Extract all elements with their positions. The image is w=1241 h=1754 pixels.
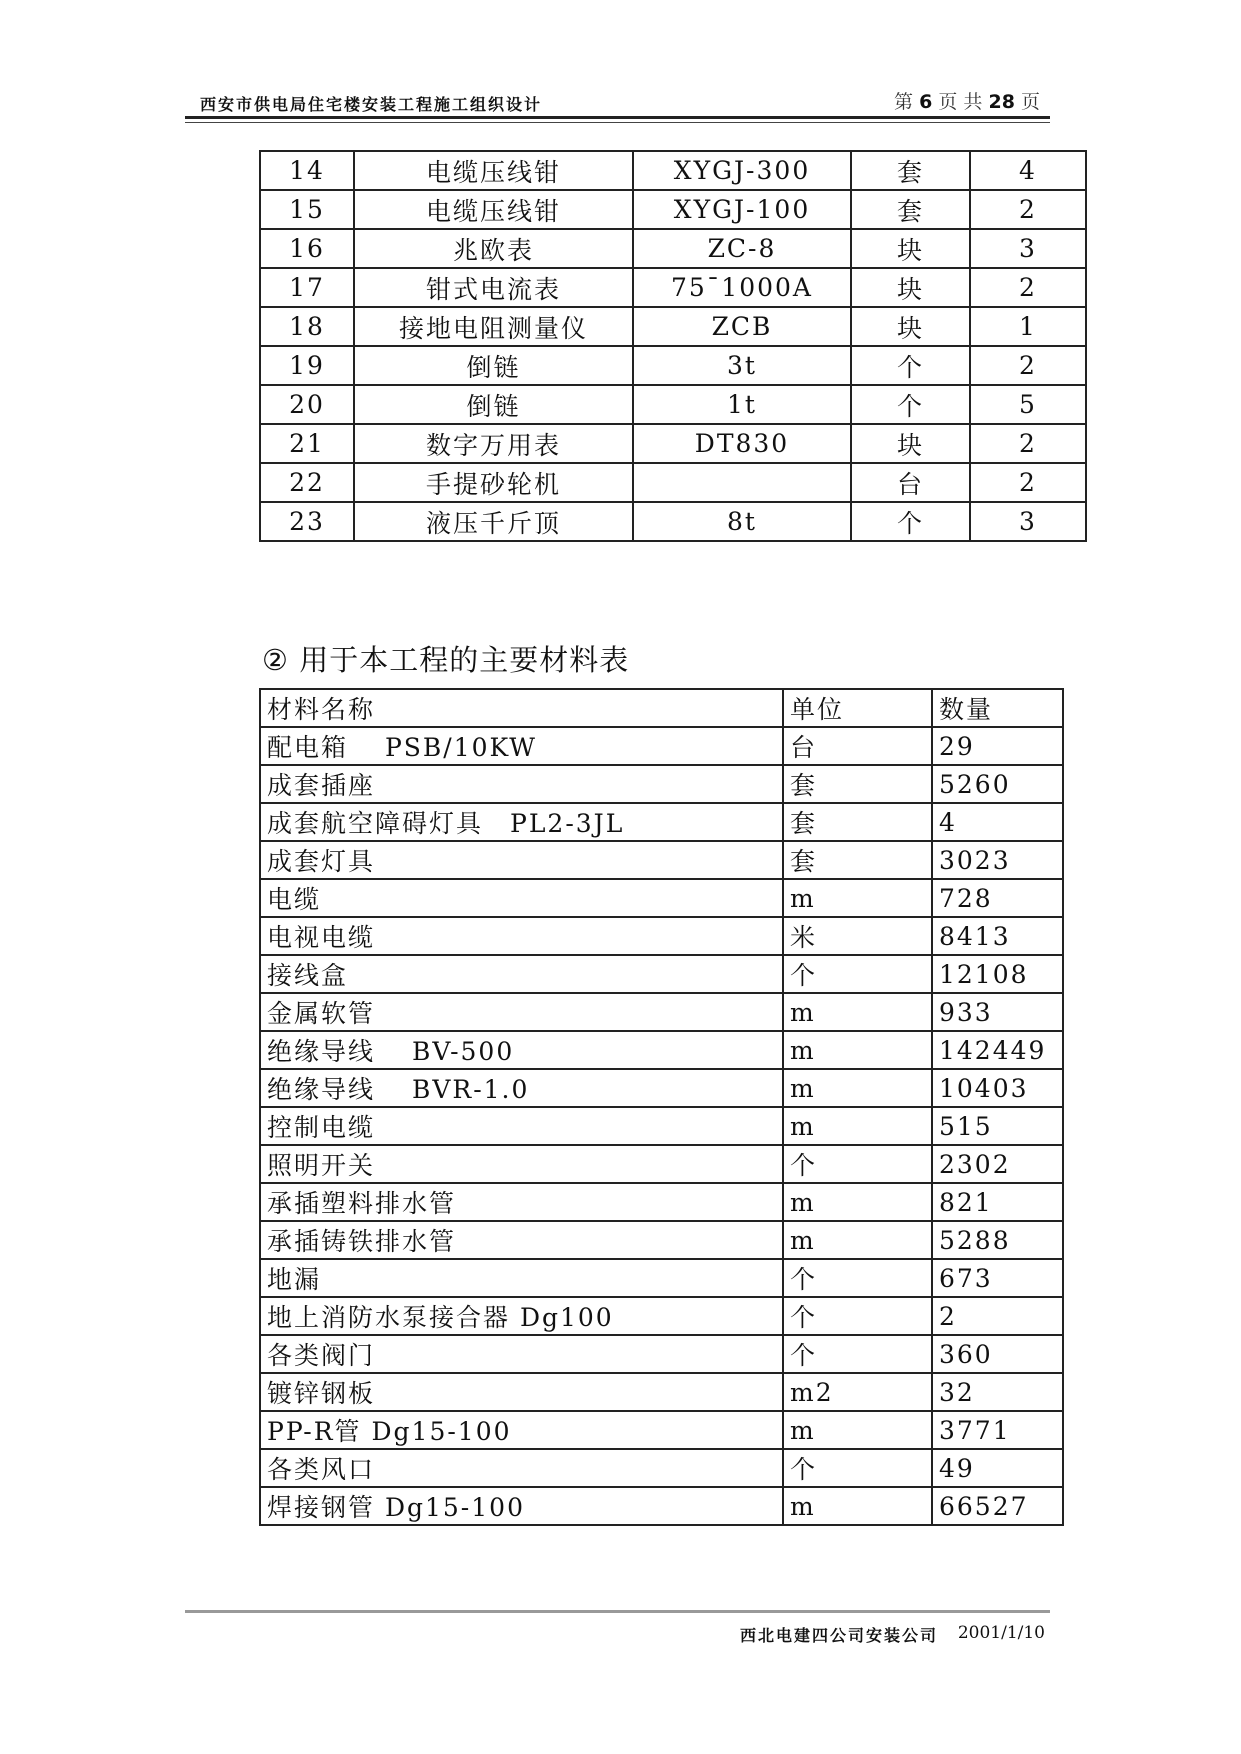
document-title: 西安市供电局住宅楼安装工程施工组织设计 bbox=[200, 95, 543, 114]
table-cell: 成套航空障碍灯具 PL2-3JL bbox=[260, 803, 783, 841]
table-cell: 2 bbox=[970, 346, 1086, 385]
table-cell: 倒链 bbox=[354, 385, 633, 424]
table-cell: 1 bbox=[970, 307, 1086, 346]
table-cell: XYGJ-300 bbox=[633, 151, 851, 190]
table-row bbox=[260, 1069, 1063, 1107]
table-cell: 15 bbox=[260, 190, 354, 229]
table-cell: 绝缘导线 BVR-1.0 bbox=[260, 1069, 783, 1107]
table-row bbox=[260, 1183, 1063, 1221]
table-cell: 10403 bbox=[932, 1069, 1063, 1107]
table-cell: 2302 bbox=[932, 1145, 1063, 1183]
table-cell: 接地电阻测量仪 bbox=[354, 307, 633, 346]
table-cell: 66527 bbox=[932, 1487, 1063, 1525]
table-cell: 个 bbox=[783, 1145, 932, 1183]
table-cell: PP-R管 Dg15-100 bbox=[260, 1411, 783, 1449]
table-header-row bbox=[260, 689, 1063, 727]
table-cell: 各类风口 bbox=[260, 1449, 783, 1487]
table-cell: 钳式电流表 bbox=[354, 268, 633, 307]
table-cell: 5 bbox=[970, 385, 1086, 424]
table-cell: 电缆压线钳 bbox=[354, 151, 633, 190]
table-row bbox=[260, 1373, 1063, 1411]
table-cell: 个 bbox=[851, 385, 970, 424]
table-cell: m bbox=[783, 1031, 932, 1069]
table-row bbox=[260, 424, 1086, 463]
table-cell: 个 bbox=[783, 1259, 932, 1297]
table-row bbox=[260, 727, 1063, 765]
table-cell: 1t bbox=[633, 385, 851, 424]
table-cell: 3023 bbox=[932, 841, 1063, 879]
table-cell: 承插铸铁排水管 bbox=[260, 1221, 783, 1259]
table-cell: 20 bbox=[260, 385, 354, 424]
table-cell: 3 bbox=[970, 502, 1086, 541]
table-cell: 49 bbox=[932, 1449, 1063, 1487]
table-cell: 22 bbox=[260, 463, 354, 502]
table-cell: 液压千斤顶 bbox=[354, 502, 633, 541]
table-cell: 镀锌钢板 bbox=[260, 1373, 783, 1411]
table-cell: 32 bbox=[932, 1373, 1063, 1411]
table-cell: 8413 bbox=[932, 917, 1063, 955]
table-cell: 个 bbox=[851, 502, 970, 541]
table-cell: 75¯1000A bbox=[633, 268, 851, 307]
table-cell: 承插塑料排水管 bbox=[260, 1183, 783, 1221]
table-cell: 12108 bbox=[932, 955, 1063, 993]
table-cell: 个 bbox=[783, 1449, 932, 1487]
table-cell: 728 bbox=[932, 879, 1063, 917]
table-row bbox=[260, 765, 1063, 803]
table-cell: 套 bbox=[783, 803, 932, 841]
table-row bbox=[260, 307, 1086, 346]
table-row bbox=[260, 803, 1063, 841]
table-cell: 2 bbox=[970, 268, 1086, 307]
table-cell: 米 bbox=[783, 917, 932, 955]
table-cell: 接线盒 bbox=[260, 955, 783, 993]
table-cell: 673 bbox=[932, 1259, 1063, 1297]
table-cell: 台 bbox=[783, 727, 932, 765]
table-row bbox=[260, 151, 1086, 190]
tools-table bbox=[259, 150, 1087, 542]
table-cell: 手提砂轮机 bbox=[354, 463, 633, 502]
table-cell: DT830 bbox=[633, 424, 851, 463]
table-cell: 17 bbox=[260, 268, 354, 307]
table-cell: 个 bbox=[783, 1297, 932, 1335]
company-name: 西北电建四公司安装公司 bbox=[740, 1626, 939, 1645]
table-cell: 套 bbox=[783, 841, 932, 879]
table-cell: 360 bbox=[932, 1335, 1063, 1373]
table-row bbox=[260, 1145, 1063, 1183]
table-cell: 兆欧表 bbox=[354, 229, 633, 268]
header-cell: 单位 bbox=[783, 689, 932, 727]
table-cell: 个 bbox=[851, 346, 970, 385]
table-cell: 绝缘导线 BV-500 bbox=[260, 1031, 783, 1069]
table-row bbox=[260, 1449, 1063, 1487]
page-header bbox=[185, 84, 1050, 119]
table-cell: 2 bbox=[970, 463, 1086, 502]
table-row bbox=[260, 841, 1063, 879]
table-cell: 照明开关 bbox=[260, 1145, 783, 1183]
table-cell: 14 bbox=[260, 151, 354, 190]
table-row bbox=[260, 346, 1086, 385]
table-cell: 3t bbox=[633, 346, 851, 385]
table-cell: 块 bbox=[851, 229, 970, 268]
table-cell: 个 bbox=[783, 1335, 932, 1373]
table-cell: 29 bbox=[932, 727, 1063, 765]
table-row bbox=[260, 917, 1063, 955]
table-cell: 套 bbox=[783, 765, 932, 803]
table-row bbox=[260, 1487, 1063, 1525]
table-cell: 5288 bbox=[932, 1221, 1063, 1259]
table-row bbox=[260, 463, 1086, 502]
table-cell: 金属软管 bbox=[260, 993, 783, 1031]
table-cell: 23 bbox=[260, 502, 354, 541]
table-row bbox=[260, 1411, 1063, 1449]
table-row bbox=[260, 229, 1086, 268]
table-cell: 台 bbox=[851, 463, 970, 502]
table-cell: 地上消防水泵接合器 Dg100 bbox=[260, 1297, 783, 1335]
header-cell: 材料名称 bbox=[260, 689, 783, 727]
table-row bbox=[260, 1221, 1063, 1259]
table-row bbox=[260, 1297, 1063, 1335]
table-row bbox=[260, 1335, 1063, 1373]
table-row bbox=[260, 385, 1086, 424]
table-cell: 21 bbox=[260, 424, 354, 463]
table-cell: 3 bbox=[970, 229, 1086, 268]
table-cell: m bbox=[783, 1487, 932, 1525]
table-cell: 块 bbox=[851, 307, 970, 346]
table-cell: 套 bbox=[851, 190, 970, 229]
table-cell: m bbox=[783, 993, 932, 1031]
table-cell: 3771 bbox=[932, 1411, 1063, 1449]
table-row bbox=[260, 502, 1086, 541]
page-footer bbox=[185, 1610, 1050, 1645]
table-row bbox=[260, 190, 1086, 229]
table-cell: 2 bbox=[932, 1297, 1063, 1335]
materials-section-title: ② 用于本工程的主要材料表 bbox=[262, 643, 630, 677]
table-row bbox=[260, 879, 1063, 917]
current-page: 6 bbox=[919, 91, 933, 113]
table-cell: 套 bbox=[851, 151, 970, 190]
table-cell: 成套插座 bbox=[260, 765, 783, 803]
table-cell: 8t bbox=[633, 502, 851, 541]
table-row bbox=[260, 1259, 1063, 1297]
table-cell: m bbox=[783, 879, 932, 917]
table-cell: 电缆 bbox=[260, 879, 783, 917]
table-cell: 数字万用表 bbox=[354, 424, 633, 463]
table-cell: 成套灯具 bbox=[260, 841, 783, 879]
header-rule bbox=[185, 122, 1050, 123]
table-row bbox=[260, 993, 1063, 1031]
table-cell: 块 bbox=[851, 268, 970, 307]
table-cell: m bbox=[783, 1221, 932, 1259]
table-cell: 821 bbox=[932, 1183, 1063, 1221]
table-row bbox=[260, 955, 1063, 993]
table-cell: 18 bbox=[260, 307, 354, 346]
table-cell: m2 bbox=[783, 1373, 932, 1411]
table-cell: 配电箱 PSB/10KW bbox=[260, 727, 783, 765]
table-row bbox=[260, 268, 1086, 307]
table-cell: 倒链 bbox=[354, 346, 633, 385]
table-cell: m bbox=[783, 1183, 932, 1221]
header-cell: 数量 bbox=[932, 689, 1063, 727]
total-pages: 28 bbox=[988, 91, 1015, 113]
table-cell: m bbox=[783, 1411, 932, 1449]
footer-date: 2001/1/10 bbox=[957, 1623, 1045, 1643]
materials-table bbox=[259, 688, 1064, 1526]
table-cell: 焊接钢管 Dg15-100 bbox=[260, 1487, 783, 1525]
table-cell: 933 bbox=[932, 993, 1063, 1031]
table-cell: m bbox=[783, 1107, 932, 1145]
table-cell: m bbox=[783, 1069, 932, 1107]
table-cell: 142449 bbox=[932, 1031, 1063, 1069]
table-cell: 4 bbox=[970, 151, 1086, 190]
table-row bbox=[260, 1107, 1063, 1145]
table-cell: 16 bbox=[260, 229, 354, 268]
table-cell: ZCB bbox=[633, 307, 851, 346]
table-cell: 个 bbox=[783, 955, 932, 993]
table-row bbox=[260, 1031, 1063, 1069]
page-number: 第 6 页 共 28 页 bbox=[894, 91, 1040, 113]
table-cell: 块 bbox=[851, 424, 970, 463]
table-cell: 控制电缆 bbox=[260, 1107, 783, 1145]
table-cell: 4 bbox=[932, 803, 1063, 841]
table-cell: 电视电缆 bbox=[260, 917, 783, 955]
table-cell: 515 bbox=[932, 1107, 1063, 1145]
table-cell: 地漏 bbox=[260, 1259, 783, 1297]
table-cell: ZC-8 bbox=[633, 229, 851, 268]
table-cell: 电缆压线钳 bbox=[354, 190, 633, 229]
table-cell: 5260 bbox=[932, 765, 1063, 803]
table-cell: 2 bbox=[970, 424, 1086, 463]
table-cell bbox=[633, 463, 851, 502]
table-cell: 2 bbox=[970, 190, 1086, 229]
table-cell: XYGJ-100 bbox=[633, 190, 851, 229]
table-cell: 各类阀门 bbox=[260, 1335, 783, 1373]
table-cell: 19 bbox=[260, 346, 354, 385]
